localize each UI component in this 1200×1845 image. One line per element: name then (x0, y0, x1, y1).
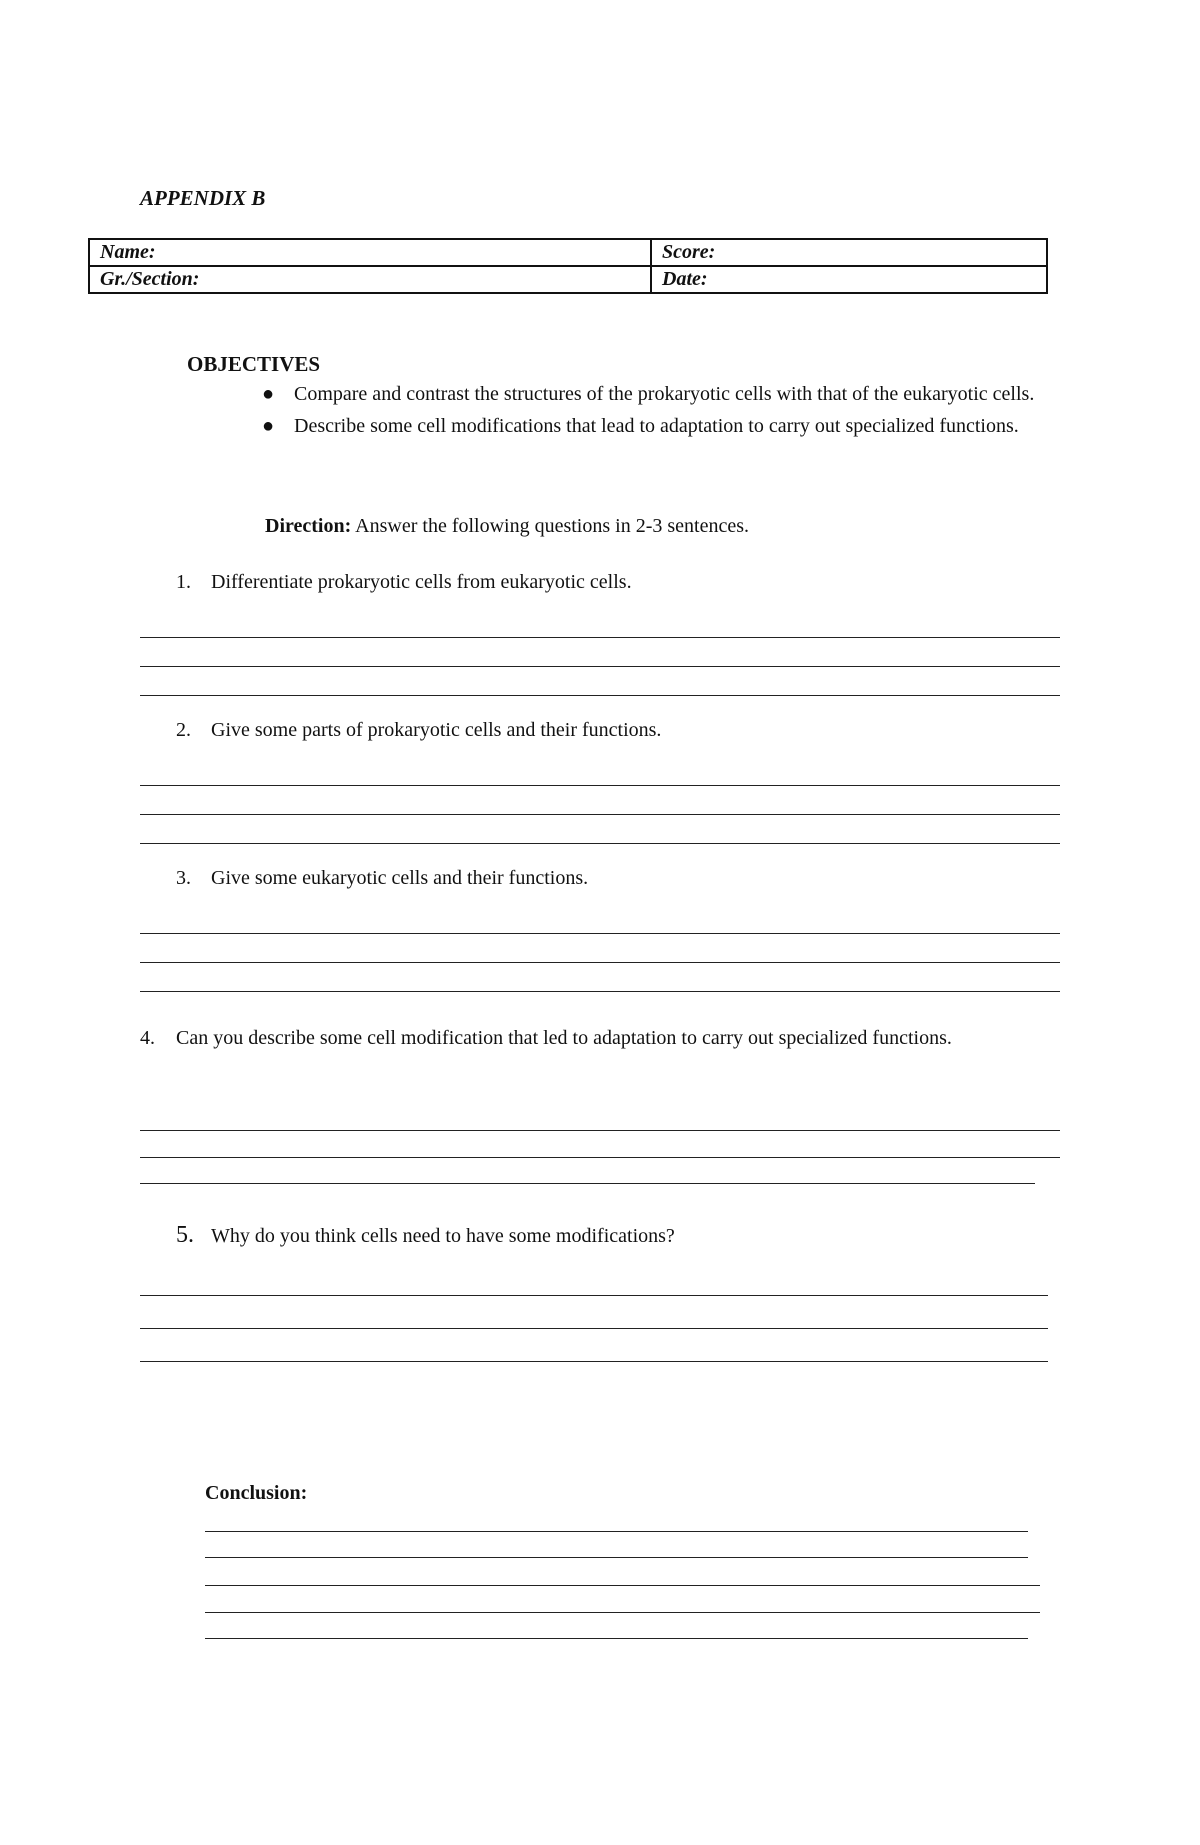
direction-body: Answer the following questions in 2-3 sentences. (351, 515, 749, 537)
date-field[interactable]: Date: (651, 266, 1047, 293)
direction-label: Direction: (265, 515, 352, 537)
bullet-icon: ● (262, 415, 275, 437)
answer-line[interactable] (140, 1183, 1035, 1184)
objectives-list (262, 380, 1062, 444)
answer-line[interactable] (140, 814, 1060, 815)
question-number: 3. (176, 867, 191, 889)
answer-line[interactable] (140, 695, 1060, 696)
question-3 (176, 865, 588, 892)
question-1 (176, 569, 632, 596)
appendix-heading: APPENDIX B (140, 186, 266, 210)
question-text: Give some parts of prokaryotic cells and their functions. (211, 719, 662, 741)
question-text: Differentiate prokaryotic cells from eukaryotic cells. (211, 571, 632, 593)
conclusion-line[interactable] (205, 1557, 1028, 1558)
answer-line[interactable] (140, 1328, 1048, 1329)
student-info-table (88, 238, 1048, 294)
section-field[interactable]: Gr./Section: (89, 266, 651, 293)
score-field[interactable]: Score: (651, 239, 1047, 266)
answer-line[interactable] (140, 1130, 1060, 1131)
question-number: 5. (176, 1222, 194, 1248)
conclusion-label: Conclusion: (205, 1482, 308, 1504)
question-number: 4. (140, 1027, 155, 1049)
answer-line[interactable] (140, 962, 1060, 963)
answer-line[interactable] (140, 1157, 1060, 1158)
bullet-icon: ● (262, 383, 275, 405)
answer-line[interactable] (140, 1295, 1048, 1296)
question-number: 1. (176, 571, 191, 593)
answer-line[interactable] (140, 666, 1060, 667)
question-2 (176, 717, 661, 744)
question-number: 2. (176, 719, 191, 741)
answer-line[interactable] (140, 843, 1060, 844)
objective-text: Describe some cell modifications that lead to adaptation to carry out specialized functions. (294, 415, 1019, 437)
conclusion-line[interactable] (205, 1612, 1040, 1613)
question-text: Give some eukaryotic cells and their functions. (211, 867, 589, 889)
conclusion-line[interactable] (205, 1638, 1028, 1639)
question-text: Can you describe some cell modification that led to adaptation to carry out specialized functions. (176, 1027, 952, 1049)
objectives-title: OBJECTIVES (187, 352, 321, 376)
conclusion-line[interactable] (205, 1531, 1028, 1532)
objective-item (262, 412, 1062, 441)
answer-line[interactable] (140, 637, 1060, 638)
objective-item (262, 380, 1062, 409)
question-4 (140, 1025, 1040, 1052)
answer-line[interactable] (140, 933, 1060, 934)
answer-line[interactable] (140, 991, 1060, 992)
direction-text (265, 515, 749, 538)
conclusion-line[interactable] (205, 1585, 1040, 1586)
question-text: Why do you think cells need to have some modifications? (211, 1225, 675, 1247)
answer-line[interactable] (140, 785, 1060, 786)
objective-text: Compare and contrast the structures of the prokaryotic cells with that of the eukaryotic cells. (294, 383, 1035, 405)
name-field[interactable]: Name: (89, 239, 651, 266)
question-5 (176, 1222, 675, 1250)
answer-line[interactable] (140, 1361, 1048, 1362)
